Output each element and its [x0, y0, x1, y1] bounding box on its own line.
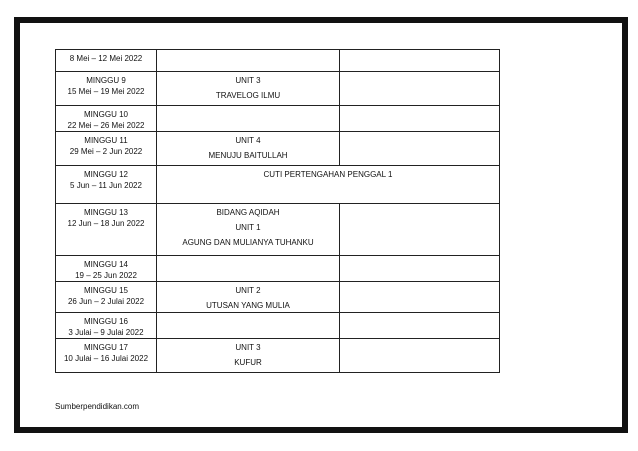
- week-cell: [56, 339, 157, 373]
- week-dates: 5 Jun – 11 Jun 2022: [70, 181, 142, 190]
- notes-cell: [340, 339, 500, 373]
- week-cell: [56, 50, 157, 72]
- table-row: [56, 339, 500, 373]
- topic-line: AGUNG DAN MULIANYA TUHANKU: [182, 238, 314, 247]
- week-label: MINGGU 9: [86, 76, 126, 85]
- table-row: [56, 204, 500, 256]
- table-row: [56, 106, 500, 132]
- topic-cell: [157, 313, 340, 339]
- week-dates: 15 Mei – 19 Mei 2022: [67, 87, 145, 96]
- holiday-cell: CUTI PERTENGAHAN PENGGAL 1: [157, 166, 500, 204]
- week-dates: 26 Jun – 2 Julai 2022: [67, 297, 145, 306]
- table-row: [56, 256, 500, 282]
- notes-cell: [340, 106, 500, 132]
- week-cell: [56, 72, 157, 106]
- week-label: MINGGU 10: [83, 110, 128, 119]
- topic-cell: [157, 339, 340, 373]
- topic-line: UNIT 3: [235, 343, 261, 352]
- notes-cell: [340, 313, 500, 339]
- week-dates: 22 Mei – 26 Mei 2022: [67, 121, 145, 130]
- table-row: [56, 166, 500, 204]
- week-cell: [56, 132, 157, 166]
- week-cell: [56, 166, 157, 204]
- table-row: [56, 50, 500, 72]
- topic-line: KUFUR: [234, 358, 262, 367]
- week-dates: 12 Jun – 18 Jun 2022: [67, 219, 145, 228]
- week-dates: 29 Mei – 2 Jun 2022: [69, 147, 143, 156]
- topic-line: UNIT 4: [235, 136, 261, 145]
- week-cell: [56, 282, 157, 313]
- topic-cell: [157, 132, 340, 166]
- week-label: MINGGU 17: [83, 343, 128, 352]
- notes-cell: [340, 72, 500, 106]
- topic-cell: [157, 282, 340, 313]
- week-dates: 10 Julai – 16 Julai 2022: [63, 354, 149, 363]
- week-label: MINGGU 11: [84, 136, 128, 145]
- topic-line: TRAVELOG ILMU: [215, 91, 281, 100]
- topic-cell: [157, 50, 340, 72]
- notes-cell: [340, 282, 500, 313]
- topic-line: BIDANG AQIDAH: [216, 208, 280, 217]
- week-dates: 19 – 25 Jun 2022: [75, 271, 137, 280]
- notes-cell: [340, 204, 500, 256]
- topic-line: MENUJU BAITULLAH: [208, 151, 288, 160]
- week-label: MINGGU 14: [83, 260, 128, 269]
- week-cell: [56, 106, 157, 132]
- notes-cell: [340, 50, 500, 72]
- topic-line: UNIT 1: [235, 223, 261, 232]
- table-row: [56, 313, 500, 339]
- table-row: [56, 72, 500, 106]
- week-dates: 8 Mei – 12 Mei 2022: [69, 54, 143, 63]
- topic-cell: [157, 256, 340, 282]
- schedule-table: [55, 49, 500, 373]
- week-cell: [56, 256, 157, 282]
- topic-cell: [157, 204, 340, 256]
- week-label: MINGGU 13: [83, 208, 128, 217]
- topic-line: UTUSAN YANG MULIA: [206, 301, 290, 310]
- week-cell: [56, 204, 157, 256]
- week-label: MINGGU 16: [83, 317, 128, 326]
- week-label: MINGGU 12: [83, 170, 128, 179]
- notes-cell: [340, 256, 500, 282]
- footer-source: Sumberpendidikan.com: [55, 402, 140, 411]
- topic-line: UNIT 3: [235, 76, 261, 85]
- topic-line: UNIT 2: [235, 286, 261, 295]
- week-dates: 3 Julai – 9 Julai 2022: [68, 328, 144, 337]
- topic-cell: [157, 106, 340, 132]
- table-row: [56, 132, 500, 166]
- topic-cell: [157, 72, 340, 106]
- notes-cell: [340, 132, 500, 166]
- week-cell: [56, 313, 157, 339]
- week-label: MINGGU 15: [83, 286, 128, 295]
- table-row: [56, 282, 500, 313]
